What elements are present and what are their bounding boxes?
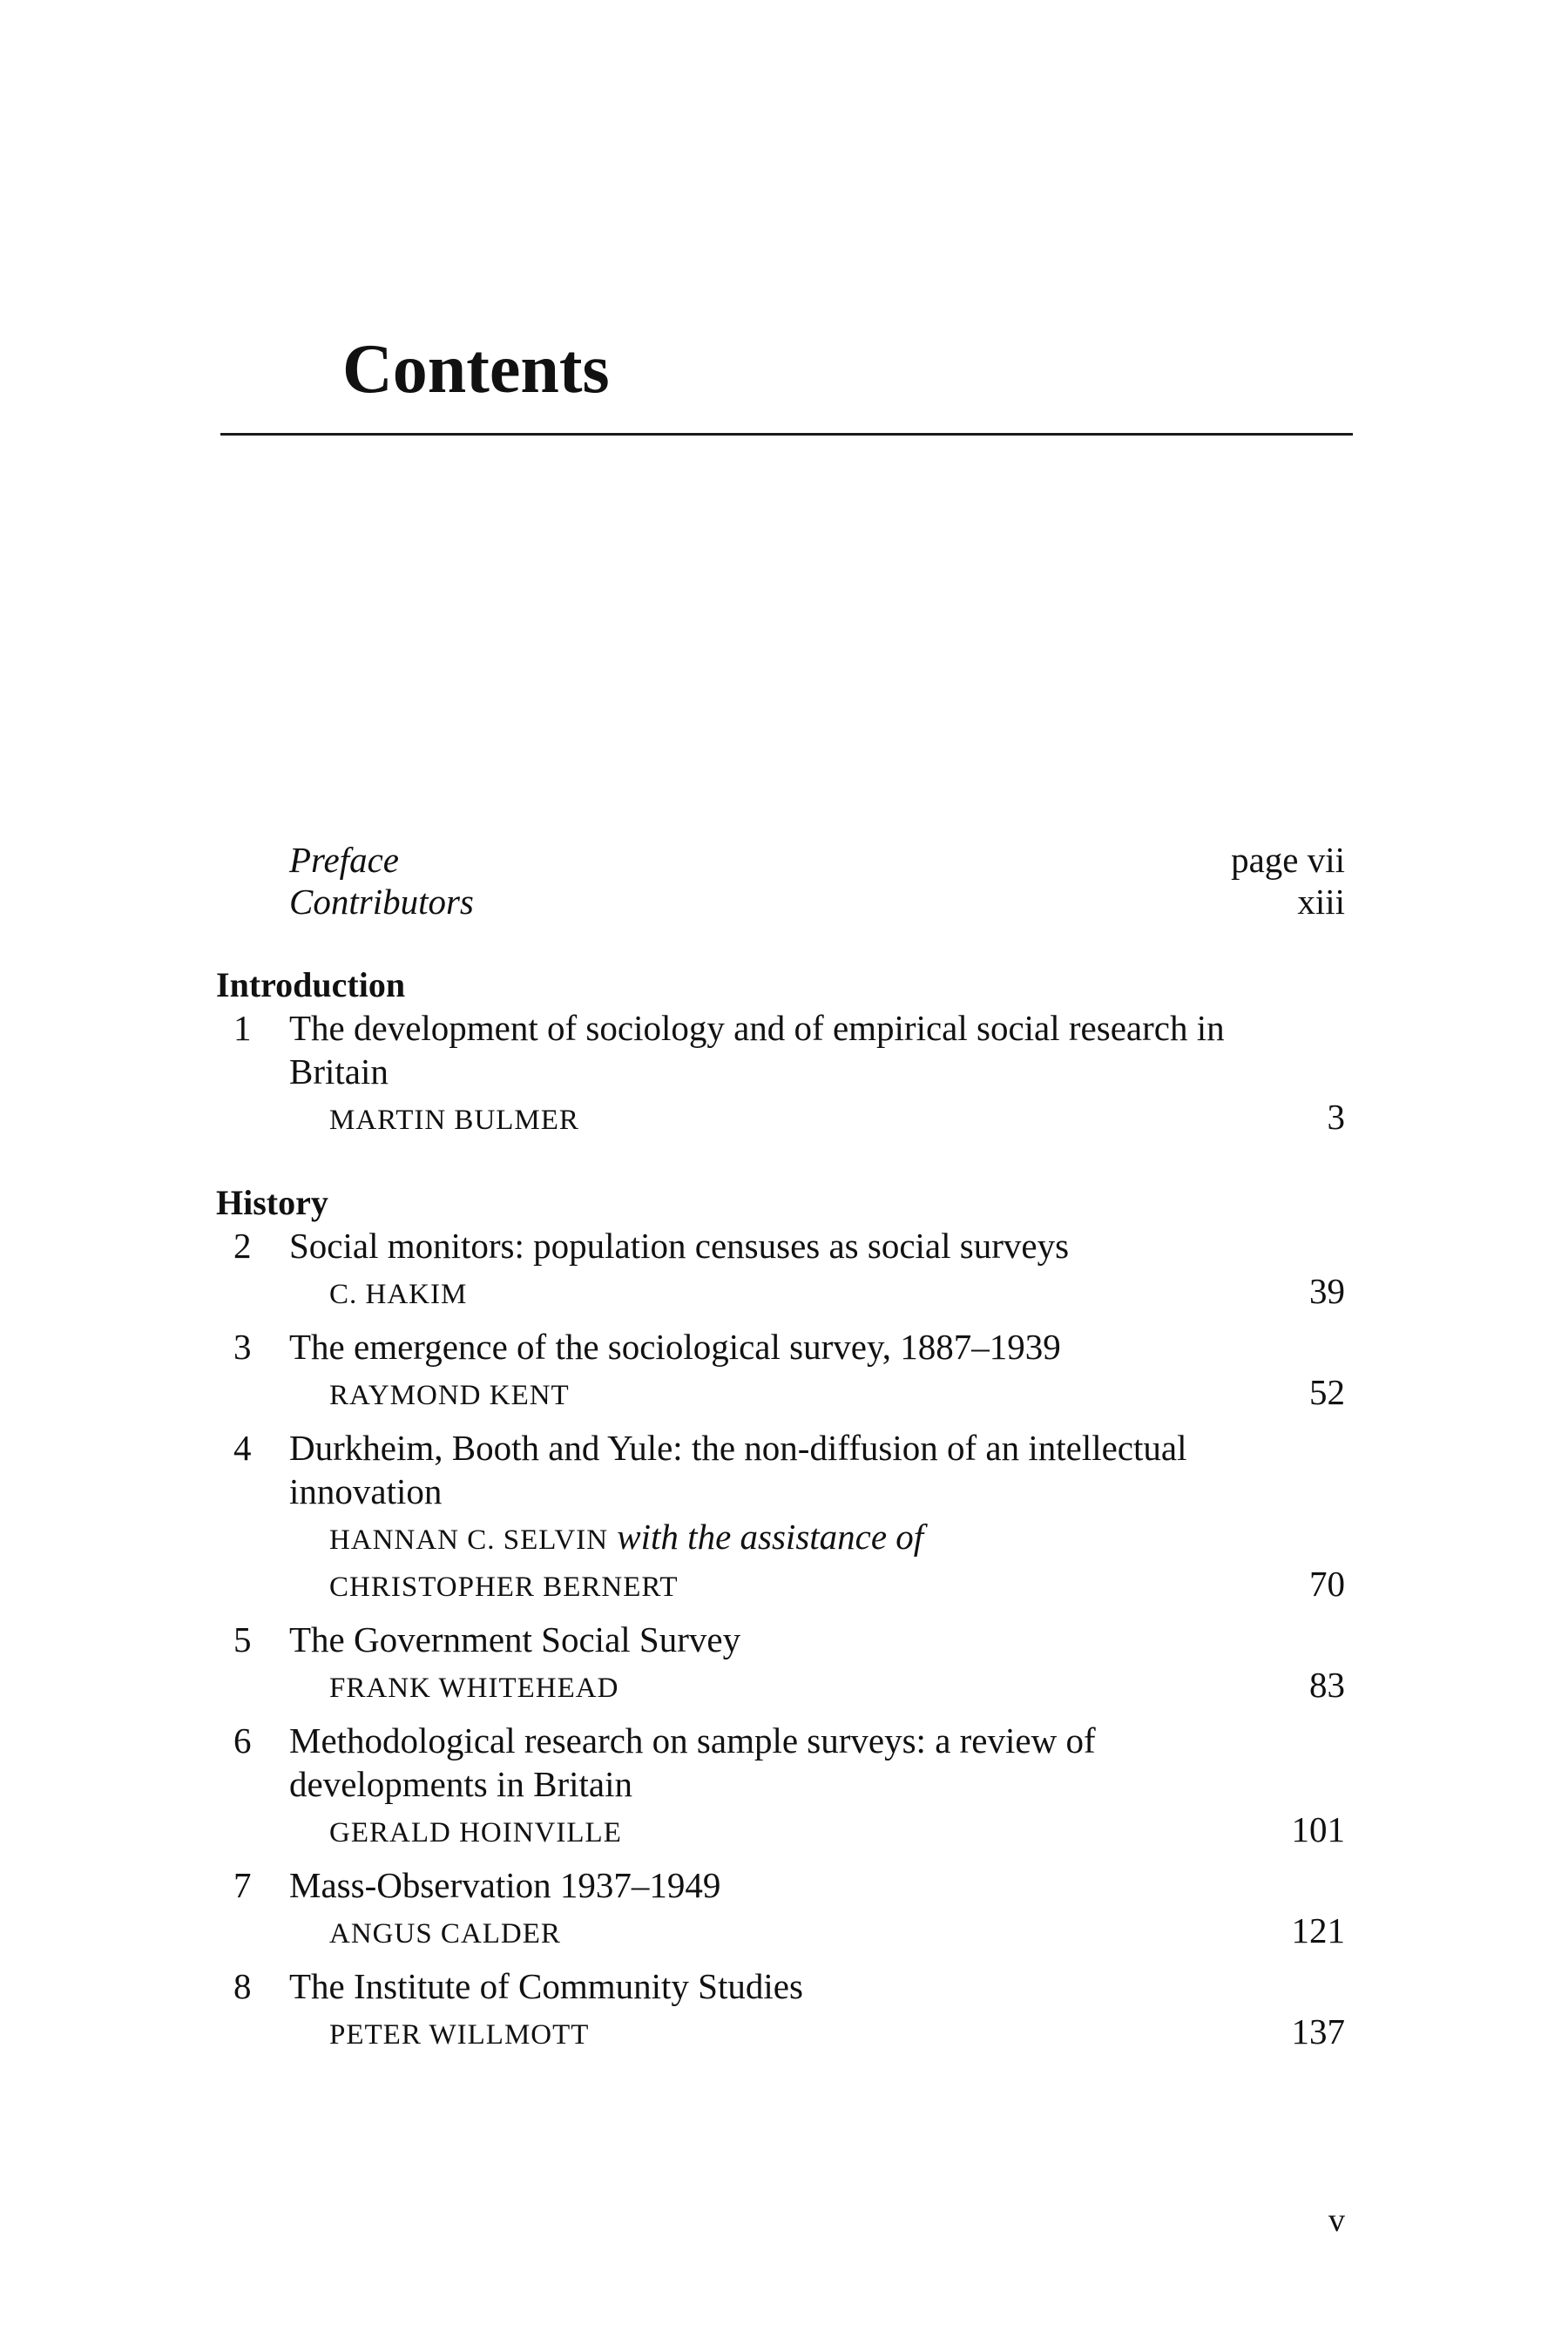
chapter-title: Mass-Observation 1937–1949 xyxy=(289,1865,721,1905)
chapter-title: Social monitors: population censuses as social surveys xyxy=(289,1226,1070,1266)
toc-chapter xyxy=(216,1224,1345,1315)
toc-section-history xyxy=(216,1182,1345,2055)
chapter-number: 6 xyxy=(233,1720,252,1761)
chapter-author-line xyxy=(329,1267,1345,1315)
toc-chapter xyxy=(216,1426,1345,1607)
chapter-co-author: CHRISTOPHER BERNERT xyxy=(329,1571,679,1603)
chapter-number: 3 xyxy=(233,1327,252,1367)
chapter-title: Durkheim, Booth and Yule: the non-diffusion of an intellectual innovation xyxy=(289,1428,1187,1511)
chapter-title: The Government Social Survey xyxy=(289,1619,741,1659)
chapter-author: FRANK WHITEHEAD xyxy=(329,1673,619,1704)
chapter-page: 3 xyxy=(1327,1097,1345,1137)
front-item-title: Preface xyxy=(289,840,399,880)
chapter-author: C. HAKIM xyxy=(329,1279,468,1310)
chapter-author-line xyxy=(329,1907,1345,1954)
chapter-coauthor-line xyxy=(329,1560,1345,1607)
chapter-title: The development of sociology and of empirical social research in Britain xyxy=(289,1008,1225,1092)
toc-chapter xyxy=(216,1863,1345,1954)
chapter-title: The emergence of the sociological survey, 1887–1939 xyxy=(289,1327,1061,1367)
section-heading: History xyxy=(216,1183,328,1222)
table-of-contents xyxy=(216,839,1345,2055)
chapter-page: 83 xyxy=(1309,1665,1345,1705)
chapter-page: 101 xyxy=(1291,1809,1345,1849)
chapter-author-line xyxy=(329,1661,1345,1708)
page-title: Contents xyxy=(342,330,610,408)
page-number: v xyxy=(1328,2202,1345,2239)
front-item-page: xiii xyxy=(1297,882,1345,922)
front-item-title: Contributors xyxy=(289,882,474,922)
chapter-author-line xyxy=(329,1369,1345,1416)
chapter-number: 2 xyxy=(233,1226,252,1266)
front-item-page: page vii xyxy=(1231,840,1345,880)
toc-chapter xyxy=(216,1618,1345,1708)
chapter-page: 121 xyxy=(1291,1910,1345,1950)
chapter-title: Methodological research on sample surveys: a review of developments in Britain xyxy=(289,1720,1096,1804)
chapter-author: HANNAN C. SELVIN xyxy=(329,1524,609,1556)
chapter-number: 5 xyxy=(233,1619,252,1659)
toc-front-item-contributors xyxy=(216,881,1345,923)
title-rule xyxy=(220,433,1353,436)
toc-chapter xyxy=(216,1006,1345,1140)
section-heading: Introduction xyxy=(216,965,406,1004)
chapter-author: MARTIN BULMER xyxy=(329,1105,579,1136)
chapter-author-line xyxy=(329,1513,1345,1560)
chapter-author: RAYMOND KENT xyxy=(329,1380,570,1411)
chapter-number: 7 xyxy=(233,1865,252,1905)
toc-chapter xyxy=(216,1719,1345,1853)
chapter-page: 39 xyxy=(1309,1271,1345,1311)
chapter-author: ANGUS CALDER xyxy=(329,1918,561,1950)
chapter-author-line xyxy=(329,1093,1345,1140)
chapter-number: 4 xyxy=(233,1428,252,1468)
toc-chapter xyxy=(216,1325,1345,1416)
chapter-assist-text: with the assistance of xyxy=(617,1517,924,1557)
toc-section-introduction xyxy=(216,964,1345,1140)
toc-chapter xyxy=(216,1964,1345,2055)
chapter-author: GERALD HOINVILLE xyxy=(329,1817,622,1848)
chapter-title: The Institute of Community Studies xyxy=(289,1966,803,2006)
toc-front-item-preface xyxy=(216,839,1345,881)
chapter-page: 70 xyxy=(1309,1564,1345,1604)
chapter-page: 137 xyxy=(1291,2011,1345,2051)
chapter-author: PETER WILLMOTT xyxy=(329,2019,590,2051)
chapter-author-line xyxy=(329,1806,1345,1853)
chapter-number: 1 xyxy=(233,1008,252,1048)
chapter-author-line xyxy=(329,2008,1345,2055)
chapter-number: 8 xyxy=(233,1966,252,2006)
chapter-page: 52 xyxy=(1309,1372,1345,1412)
